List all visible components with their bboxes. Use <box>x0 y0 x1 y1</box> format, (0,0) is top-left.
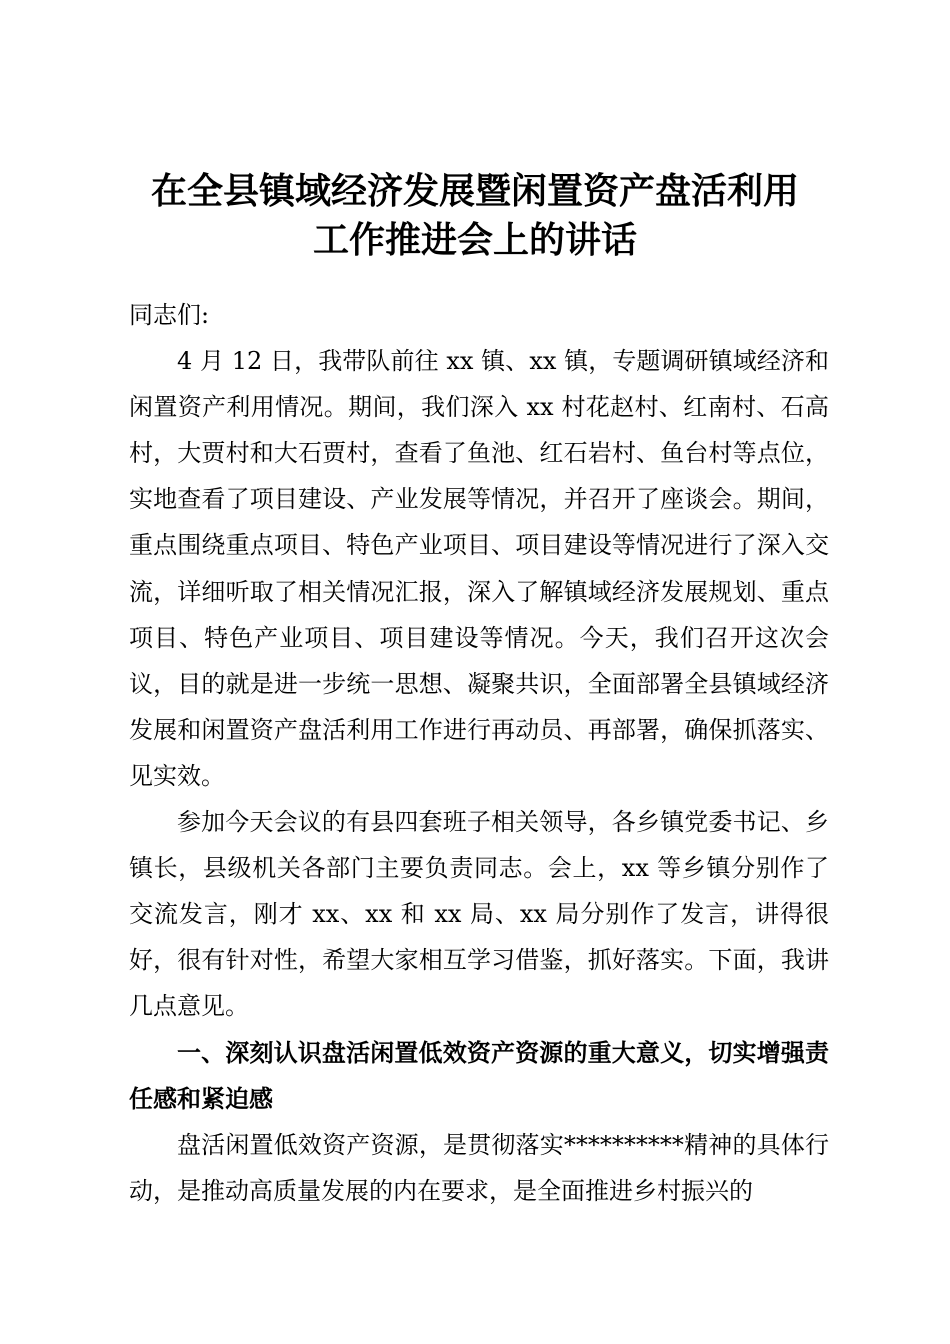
document-body <box>129 292 829 1214</box>
paragraph-3: 盘活闲置低效资产资源，是贯彻落实**********精神的具体行动，是推动高质量发展的内在要求，是全面推进乡村振兴的 <box>129 1130 829 1205</box>
document-title-line-2: 工作推进会上的讲话 <box>312 220 637 261</box>
document-title-line-1: 在全县镇域经济发展暨闲置资产盘活利用 <box>150 171 799 212</box>
paragraph-2: 参加今天会议的有县四套班子相关领导，各乡镇党委书记、乡镇长，县级机关各部门主要负责同志。会上，xx 等乡镇分别作了交流发言，刚才 xx、xx 和 xx 局、xx 局分别作了发言，讲得很好，很有针对性，希望大家相互学习借鉴，抓好落实。下面，我讲几点意见。 <box>129 808 829 1021</box>
section-heading-1: 一、深刻认识盘活闲置低效资产资源的重大意义，切实增强责任感和紧迫感 <box>129 1038 829 1113</box>
salutation: 同志们: <box>129 301 210 329</box>
paragraph-1: 4 月 12 日，我带队前往 xx 镇、xx 镇，专题调研镇域经济和闲置资产利用情况。期间，我们深入 xx 村花赵村、红南村、石高村，大贾村和大石贾村，查看了鱼池、红石岩村、鱼台村等点位，实地查看了项目建设、产业发展等情况，并召开了座谈会。期间，重点围绕重点项目、特色产业项目、项目建设等情况进行了深入交流，详细听取了相关情况汇报，深入了解镇域经济发展规划、重点项目、特色产业项目、项目建设等情况。今天，我们召开这次会议，目的就是进一步统一思想、凝聚共识，全面部署全县镇域经济发展和闲置资产盘活利用工作进行再动员、再部署，确保抓落实、见实效。 <box>129 347 829 790</box>
